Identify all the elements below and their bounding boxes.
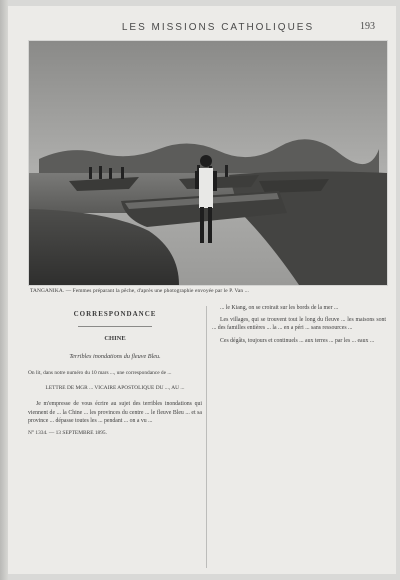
body-paragraph: Les villages, qui se trouvent tout le long du fleuve ... les maisons sont ... des familles entières ... la ... en a péri ... sans ressources ... bbox=[212, 317, 386, 332]
column-divider bbox=[206, 306, 207, 568]
photograph bbox=[28, 40, 388, 286]
issue-footer: N° 1334. — 13 SEPTEMBRE 1895. bbox=[28, 430, 107, 437]
page-binding bbox=[0, 0, 8, 580]
right-column bbox=[212, 304, 386, 349]
body-paragraph: ... le Kiang, on se croirait sur les bords de la mer ... bbox=[220, 305, 339, 311]
country-title: CHINE bbox=[104, 335, 126, 343]
letter-heading: LETTRE DE MGR ... VICAIRE APOSTOLIQUE DU ..., AU ... bbox=[45, 385, 185, 392]
body-paragraph: Ces dégâts, toujours et continuels ... aux terres ... par les ... eaux ... bbox=[220, 337, 375, 344]
body-paragraph: Je m'empresse de vous écrire au sujet des terribles inondations qui viennent de ... la Chine ... les provinces du centre ... le fleuve Bleu ... et sa province ... dépasse toutes les ... pendant ... on a vu ... bbox=[28, 401, 202, 424]
photo-caption: TANGANIKA. — Femmes préparant la pêche, d'après une photographie envoyée par le P. Van ... bbox=[30, 288, 250, 294]
title-rule bbox=[78, 326, 152, 327]
article-title: Terribles inondations du fleuve Bleu. bbox=[69, 353, 161, 361]
running-title: LES MISSIONS CATHOLIQUES bbox=[121, 22, 315, 33]
page-number: 193 bbox=[360, 21, 375, 32]
left-column bbox=[28, 304, 202, 437]
photo-image bbox=[29, 41, 387, 285]
section-title: CORRESPONDANCE bbox=[73, 310, 157, 318]
intro-text: On lit, dans notre numéro du 10 mars ..., une correspondance de ... bbox=[28, 369, 172, 376]
